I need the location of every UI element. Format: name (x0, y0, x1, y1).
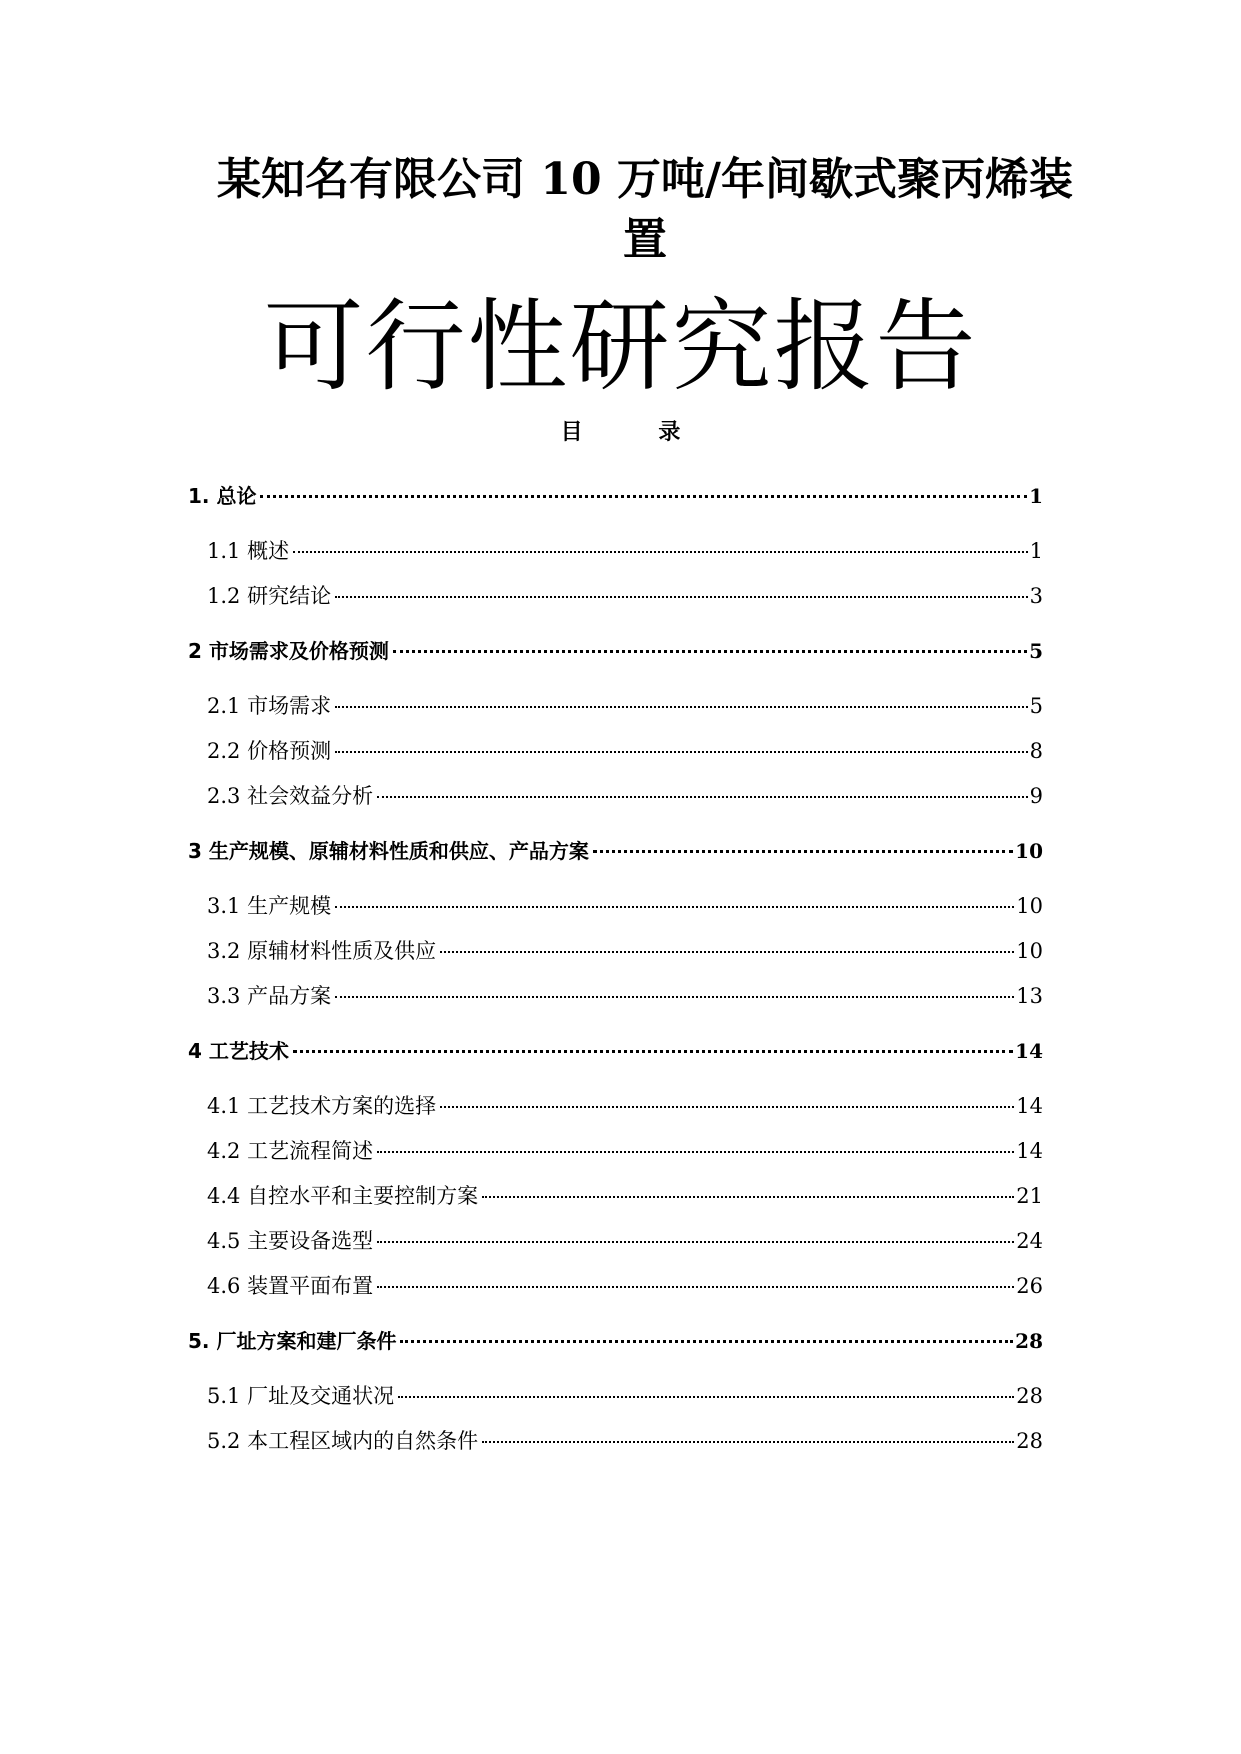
toc-entry-label: 3 生产规模、原辅材料性质和供应、产品方案 (188, 839, 589, 863)
toc-leader-dots (335, 596, 1028, 598)
toc-page-number: 5 (1029, 639, 1043, 663)
toc-entry-label: 3.2 原辅材料性质及供应 (207, 939, 437, 963)
toc-leader-dots (335, 751, 1028, 753)
document-title-line1: 某知名有限公司 10 万吨/年间歇式聚丙烯装 (217, 154, 1073, 205)
toc-entry-label: 5.1 厂址及交通状况 (207, 1384, 395, 1408)
toc-page-number: 9 (1029, 784, 1043, 808)
toc-section-entry[interactable] (207, 1225, 1043, 1255)
toc-leader-dots (482, 1441, 1014, 1443)
toc-leader-dots (440, 951, 1014, 953)
toc-page-number: 14 (1016, 1094, 1043, 1118)
toc-page-number: 14 (1016, 1139, 1043, 1163)
toc-page-number: 28 (1015, 1329, 1043, 1353)
toc-leader-dots (440, 1106, 1014, 1108)
toc-page-number: 28 (1016, 1429, 1043, 1453)
toc-leader-dots (335, 906, 1014, 908)
toc-entry-label: 3.1 生产规模 (207, 894, 332, 918)
toc-chapter-entry[interactable] (188, 1325, 1043, 1354)
toc-entry-label: 1.2 研究结论 (207, 584, 332, 608)
toc-entry-label: 4.1 工艺技术方案的选择 (207, 1094, 437, 1118)
toc-section-entry[interactable] (207, 1425, 1043, 1455)
toc-leader-dots (377, 1241, 1014, 1243)
toc-page-number: 10 (1015, 839, 1043, 863)
toc-chapter-entry[interactable] (188, 835, 1043, 864)
toc-entry-label: 4.6 装置平面布置 (207, 1274, 374, 1298)
document-title-line2: 置 (623, 214, 667, 265)
toc-page-number: 8 (1029, 739, 1043, 763)
toc-page-number: 28 (1016, 1384, 1043, 1408)
toc-entry-label: 4.5 主要设备选型 (207, 1229, 374, 1253)
toc-page-number: 13 (1016, 984, 1043, 1008)
toc-section-entry[interactable] (207, 935, 1043, 965)
toc-section-entry[interactable] (207, 1135, 1043, 1165)
toc-entry-label: 4 工艺技术 (188, 1039, 289, 1063)
toc-entry-label: 3.3 产品方案 (207, 984, 332, 1008)
toc-leader-dots (335, 706, 1028, 708)
toc-section-entry[interactable] (207, 1090, 1043, 1120)
toc-section-entry[interactable] (207, 890, 1043, 920)
toc-leader-dots (393, 650, 1027, 653)
toc-page-number: 1 (1029, 484, 1043, 508)
toc-leader-dots (293, 551, 1028, 553)
toc-heading: 目 录 (560, 420, 715, 445)
toc-section-entry[interactable] (207, 735, 1043, 765)
toc-chapter-entry[interactable] (188, 1035, 1043, 1064)
toc-leader-dots (293, 1050, 1013, 1053)
report-subtitle: 可行性研究报告 (263, 288, 978, 405)
toc-entry-label: 2.2 价格预测 (207, 739, 332, 763)
toc-section-entry[interactable] (207, 1180, 1043, 1210)
toc-entry-label: 1.1 概述 (207, 539, 290, 563)
toc-page-number: 10 (1016, 939, 1043, 963)
toc-leader-dots (260, 495, 1027, 498)
toc-section-entry[interactable] (207, 1380, 1043, 1410)
toc-entry-label: 4.2 工艺流程简述 (207, 1139, 374, 1163)
toc-entry-label: 2.3 社会效益分析 (207, 784, 374, 808)
toc-page-number: 21 (1016, 1184, 1043, 1208)
toc-page-number: 14 (1015, 1039, 1043, 1063)
toc-leader-dots (377, 1286, 1014, 1288)
toc-section-entry[interactable] (207, 980, 1043, 1010)
toc-leader-dots (377, 796, 1028, 798)
toc-entry-label: 2.1 市场需求 (207, 694, 332, 718)
toc-leader-dots (377, 1151, 1014, 1153)
toc-page-number: 24 (1016, 1229, 1043, 1253)
toc-page-number: 10 (1016, 894, 1043, 918)
toc-page-number: 1 (1029, 539, 1043, 563)
toc-entry-label: 2 市场需求及价格预测 (188, 639, 389, 663)
toc-page-number: 3 (1029, 584, 1043, 608)
toc-page-number: 5 (1029, 694, 1043, 718)
toc-leader-dots (593, 850, 1013, 853)
toc-entry-label: 5.2 本工程区域内的自然条件 (207, 1429, 479, 1453)
toc-section-entry[interactable] (207, 535, 1043, 565)
toc-leader-dots (335, 996, 1014, 998)
toc-section-entry[interactable] (207, 580, 1043, 610)
toc-entry-label: 1. 总论 (188, 484, 257, 508)
toc-section-entry[interactable] (207, 690, 1043, 720)
toc-section-entry[interactable] (207, 1270, 1043, 1300)
toc-entry-label: 5. 厂址方案和建厂条件 (188, 1329, 397, 1353)
toc-leader-dots (482, 1196, 1014, 1198)
toc-page-number: 26 (1016, 1274, 1043, 1298)
toc-entry-label: 4.4 自控水平和主要控制方案 (207, 1184, 479, 1208)
toc-chapter-entry[interactable] (188, 480, 1043, 509)
toc-chapter-entry[interactable] (188, 635, 1043, 664)
toc-leader-dots (400, 1340, 1013, 1343)
toc-section-entry[interactable] (207, 780, 1043, 810)
toc-leader-dots (398, 1396, 1014, 1398)
